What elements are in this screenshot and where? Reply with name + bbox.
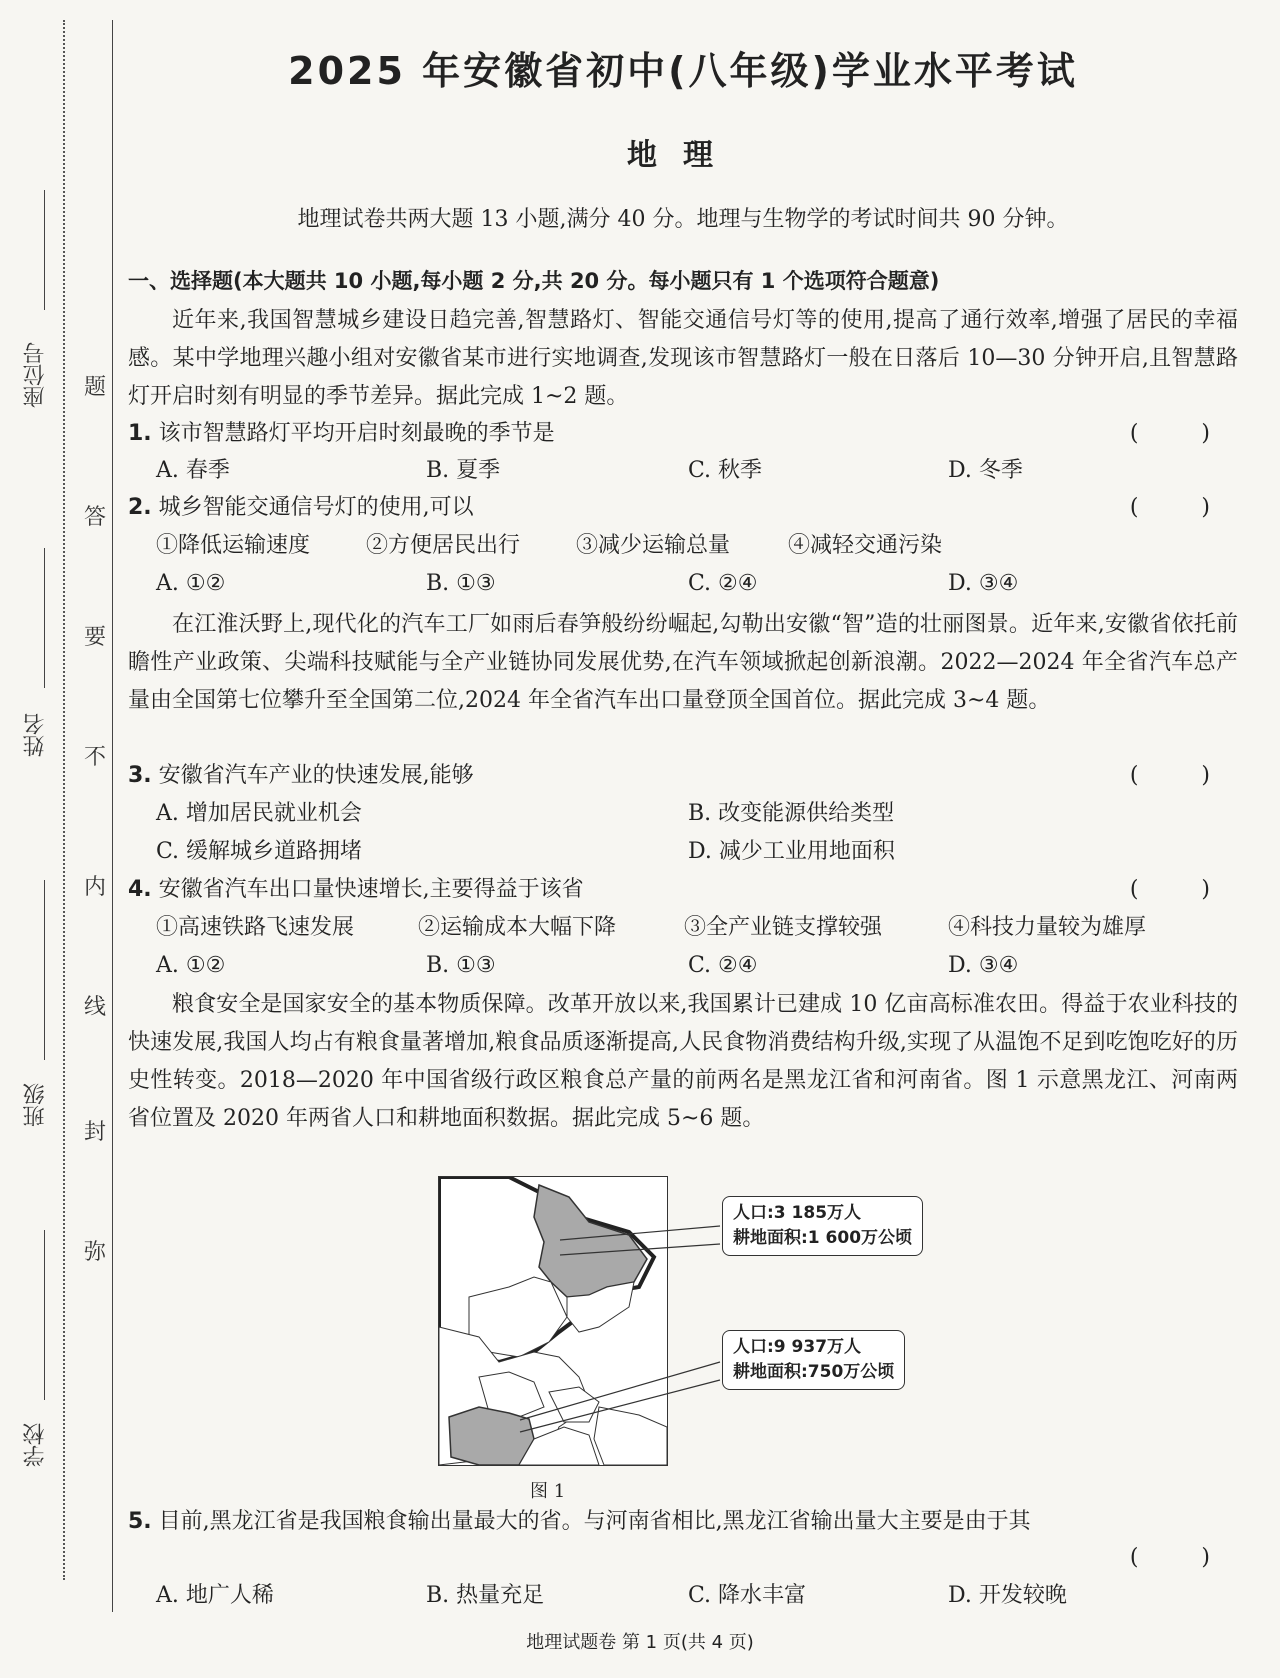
passage-3: 粮食安全是国家安全的基本物质保障。改革开放以来,我国累计已建成 10 亿亩高标准农田。得益于农业科技的快速发展,我国人均占有粮食量著增加,粮食品质逐渐提高,人民食物消费结构升级,实现了从温饱不足到吃饱吃好的历史性转变。2018—2020 年中国省级行政区粮食总产量的前两名是黑龙江省和河南省。图 1 示意黑龙江、河南两省位置及 2020 年两省人口和耕地面积数据。据此完成 5~6 题。 xyxy=(128,992,1238,1131)
callout-population: 人口:3 185万人 xyxy=(733,1203,862,1223)
heilongjiang-callout xyxy=(722,1196,923,1256)
question-text: 城乡智能交通信号灯的使用,可以 xyxy=(158,495,474,520)
option[interactable]: D. 开发较晚 xyxy=(948,1583,1067,1608)
option[interactable]: C. 缓解城乡道路拥堵 xyxy=(156,839,363,864)
seal-char: 题 xyxy=(83,375,106,400)
option[interactable]: B. 热量充足 xyxy=(426,1583,545,1608)
section-heading: 一、选择题(本大题共 10 小题,每小题 2 分,共 20 分。每小题只有 1 个选项符合题意) xyxy=(128,269,940,293)
subject-title: 地理 xyxy=(627,138,739,173)
statement: ④科技力量较为雄厚 xyxy=(948,915,1147,940)
option[interactable]: D. 减少工业用地面积 xyxy=(688,839,895,864)
page-footer: 地理试题卷 第 1 页(共 4 页) xyxy=(526,1632,754,1653)
question-number: 4. xyxy=(128,877,152,902)
option[interactable]: A. ①② xyxy=(156,953,226,978)
statement: ①降低运输速度 xyxy=(156,533,311,558)
option[interactable]: A. 春季 xyxy=(156,458,230,483)
class-label: 班级 xyxy=(23,1083,48,1127)
figure-caption: 图 1 xyxy=(530,1481,566,1502)
seal-char: 封 xyxy=(83,1120,106,1145)
option[interactable]: D. ③④ xyxy=(948,953,1019,978)
statement: ②运输成本大幅下降 xyxy=(418,915,617,940)
name-label: 姓名 xyxy=(23,713,48,757)
option[interactable]: B. 改变能源供给类型 xyxy=(688,801,895,826)
exam-title: 2025 年安徽省初中(八年级)学业水平考试 xyxy=(288,49,1078,93)
passage-2: 在江淮沃野上,现代化的汽车工厂如雨后春笋般纷纷崛起,勾勒出安徽“智”造的壮丽图景。近年来,安徽省依托前瞻性产业政策、尖端科技赋能与全产业链协同发展优势,在汽车领域掀起创新浪潮。2022—2024 年全省汽车总产量由全国第七位攀升至全国第二位,2024 年全省汽车出口量登顶全国首位。据此完成 3~4 题。 xyxy=(128,612,1238,713)
answer-blank[interactable]: ( ) xyxy=(1129,877,1238,902)
answer-blank[interactable]: ( ) xyxy=(1129,495,1238,520)
answer-blank[interactable]: ( ) xyxy=(1129,763,1238,788)
seal-char: 线 xyxy=(83,995,106,1020)
answer-blank[interactable]: ( ) xyxy=(1129,421,1238,446)
option[interactable]: D. 冬季 xyxy=(948,458,1023,483)
exam-intro: 地理试卷共两大题 13 小题,满分 40 分。地理与生物学的考试时间共 90 分钟。 xyxy=(297,207,1069,232)
callout-farmland: 耕地面积:1 600万公顷 xyxy=(733,1228,913,1248)
school-label: 学校 xyxy=(23,1423,48,1467)
question-number: 3. xyxy=(128,763,152,788)
option[interactable]: C. ②④ xyxy=(688,953,758,978)
option[interactable]: B. 夏季 xyxy=(426,458,501,483)
option[interactable]: C. 秋季 xyxy=(688,458,763,483)
question-number: 5. xyxy=(128,1509,152,1534)
question-number: 1. xyxy=(128,421,152,446)
statement: ④减轻交通污染 xyxy=(788,533,943,558)
option[interactable]: B. ①③ xyxy=(426,953,496,978)
question-text: 安徽省汽车出口量快速增长,主要得益于该省 xyxy=(158,877,584,902)
callout-population: 人口:9 937万人 xyxy=(733,1337,862,1357)
question-number: 2. xyxy=(128,495,152,520)
question-text: 目前,黑龙江省是我国粮食输出量最大的省。与河南省相比,黑龙江省输出量大主要是由于其 xyxy=(158,1509,1031,1534)
seal-char: 不 xyxy=(83,745,106,770)
seat-label: 座位号 xyxy=(23,342,48,408)
seal-char: 弥 xyxy=(83,1240,106,1265)
callout-farmland: 耕地面积:750万公顷 xyxy=(733,1362,895,1382)
answer-blank[interactable]: ( ) xyxy=(1129,1545,1238,1570)
option[interactable]: A. 增加居民就业机会 xyxy=(156,801,362,826)
option[interactable]: C. 降水丰富 xyxy=(688,1583,807,1608)
option[interactable]: A. ①② xyxy=(156,571,226,596)
option[interactable]: B. ①③ xyxy=(426,571,496,596)
passage-1: 近年来,我国智慧城乡建设日趋完善,智慧路灯、智能交通信号灯等的使用,提高了通行效率,增强了居民的幸福感。某中学地理兴趣小组对安徽省某市进行实地调查,发现该市智慧路灯一般在日落后 10—30 分钟开启,且智慧路灯开启时刻有明显的季节差异。据此完成 1~2 题。 xyxy=(128,308,1238,409)
option[interactable]: C. ②④ xyxy=(688,571,758,596)
statement: ①高速铁路飞速发展 xyxy=(156,915,355,940)
option[interactable]: A. 地广人稀 xyxy=(156,1583,274,1608)
statement: ②方便居民出行 xyxy=(366,533,521,558)
statement: ③全产业链支撑较强 xyxy=(684,915,883,940)
question-text: 该市智慧路灯平均开启时刻最晚的季节是 xyxy=(158,421,555,446)
question-text: 安徽省汽车产业的快速发展,能够 xyxy=(158,763,474,788)
seal-char: 要 xyxy=(83,625,106,650)
statement: ③减少运输总量 xyxy=(576,533,731,558)
seal-char: 答 xyxy=(83,505,106,530)
henan-callout xyxy=(722,1330,905,1390)
option[interactable]: D. ③④ xyxy=(948,571,1019,596)
seal-char: 内 xyxy=(83,875,106,900)
